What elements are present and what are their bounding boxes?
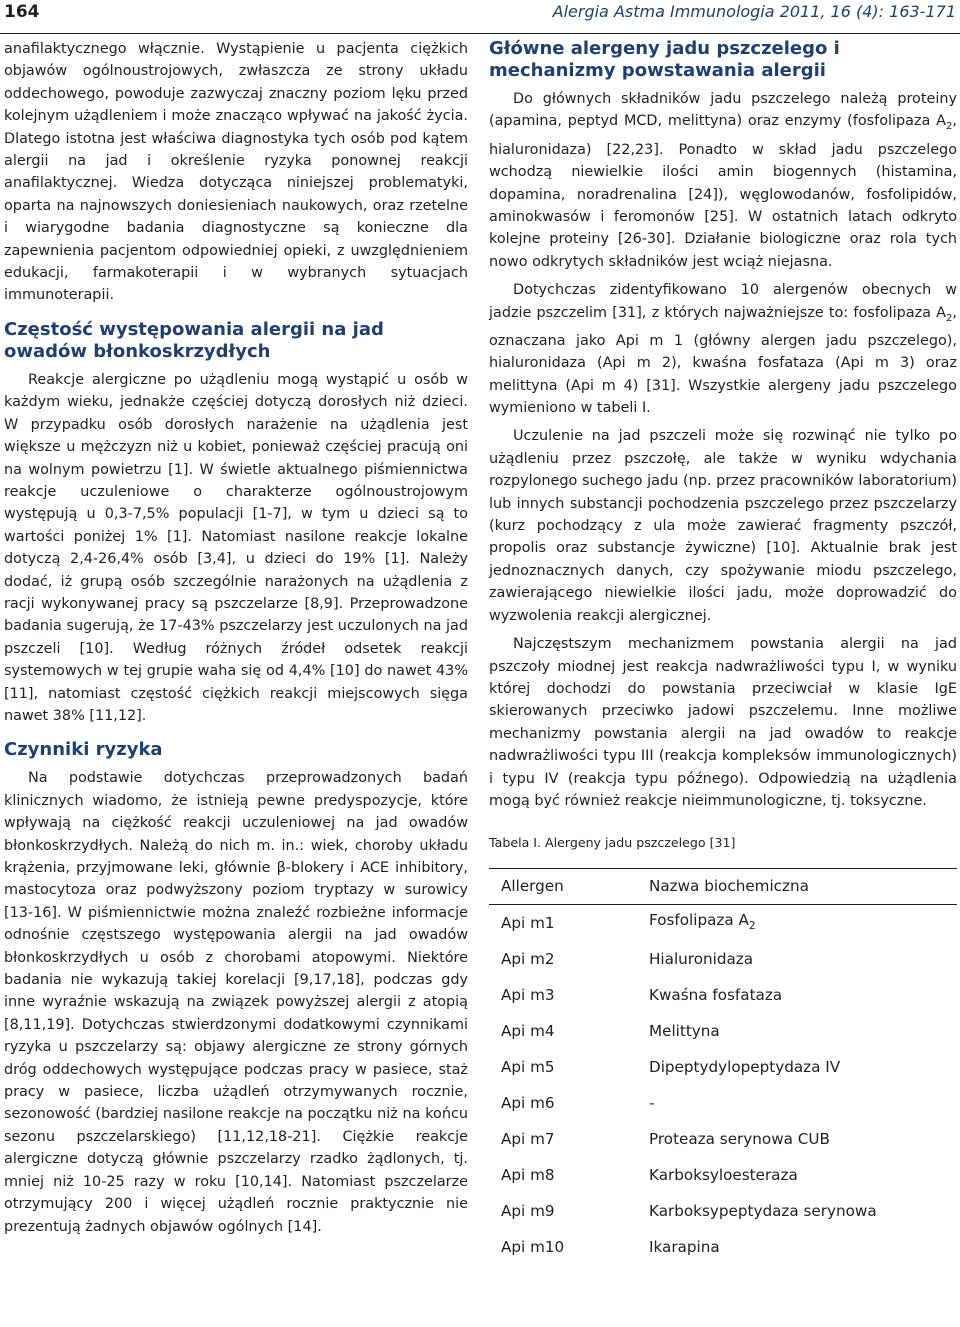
paragraph-mechanism: Najczęstszym mechanizmem powstania alergii na jad pszczoły miodnej jest reakcja nadwrażliwości typu I, w wyniku której dochodzi do powstania przeciwciał w klasie IgE skierowanych przeciwko jadowi pszczelemu. Inne możliwe mechanizmy powstania alergii na jad owadów to reakcje nadwrażliwości typu III (reakcja kompleksów immunologicznych) i typu IV (reakcja typu późnego). Odpowiedzią na użądlenia mogą być również reakcje nieimmunologiczne, tj. toksyczne.	[489, 636, 957, 809]
left-column	[4, 38, 468, 1238]
table-row	[489, 1013, 957, 1049]
table-row	[489, 1121, 957, 1157]
cell-allergen: Api m2	[501, 949, 555, 968]
paragraph-prevalence: Reakcje alergiczne po użądleniu mogą wystąpić u osób w każdym wieku, jednakże częściej dotyczą dorosłych niż dzieci. W przypadku osób dorosłych narażenie na użądlenia jest większe u mężczyzn niż u kobiet, ponieważ częściej pracują oni na wolnym powietrzu [1]. W świetle aktualnego piśmiennictwa reakcje uczuleniowe o charakterze ogólnoustrojowym występują u 0,3-7,5% populacji [1-7], w tym u dzieci są to wartości poniżej 1% [1]. Natomiast nasilone reakcje lokalne dotyczą 2,4-26,4% osób [3,4], u dzieci do 19% [1]. Należy dodać, iż grupą osób szczególnie narażonych na użądlenia z racji wykonywanej pracy są pszczelarze [8,9]. Przeprowadzone badania sugerują, że 17-43% pszczelarzy jest uczulonych na jad pszczeli [10]. Według różnych źródeł odsetek reakcji systemowych w tej grupie waha się od 4,4% [10] do nawet 43% [11], natomiast częstość ciężkich reakcji miejscowych sięga nawet 38% [11,12].	[4, 371, 468, 724]
cell-name-text: Fosfolipaza A	[649, 910, 749, 929]
column-header-allergen: Allergen	[489, 869, 637, 904]
column-header-biochemical-name: Nazwa biochemiczna	[637, 869, 957, 904]
subscript: 2	[946, 121, 953, 133]
cell-name: Ikarapina	[649, 1237, 720, 1256]
cell-name: Kwaśna fosfataza	[649, 985, 783, 1004]
section-heading-prevalence: Częstość występowania alergii na jad owadów błonkoskrzydłych	[4, 318, 384, 362]
cell-name: Melittyna	[649, 1021, 720, 1040]
paragraph-venom-components	[489, 88, 957, 273]
table-header-row	[489, 869, 957, 904]
spacer	[4, 307, 468, 319]
cell-allergen: Api m7	[501, 1129, 555, 1148]
table-caption: Tabela I. Alergeny jadu pszczelego [31]	[489, 835, 736, 851]
table-row	[489, 904, 957, 941]
allergen-table	[489, 868, 957, 1264]
right-column	[489, 38, 957, 1265]
page-number: 164	[4, 2, 40, 22]
cell-name: Karboksyloesteraza	[649, 1165, 798, 1184]
cell-allergen: Api m8	[501, 1165, 555, 1184]
subscript: 2	[946, 312, 953, 324]
journal-citation: Alergia Astma Immunologia 2011, 16 (4): 163-171	[552, 2, 956, 21]
spacer	[4, 727, 468, 739]
cell-name: -	[649, 1093, 655, 1112]
text-run: Do głównych składników jadu pszczelego należą proteiny (apamina, peptyd MCD, melittyna) oraz enzymy (fosfolipaza A	[489, 91, 957, 130]
paragraph-identified-allergens	[489, 279, 957, 419]
cell-allergen: Api m10	[501, 1237, 565, 1256]
table-row	[489, 1229, 957, 1265]
cell-allergen: Api m4	[501, 1021, 555, 1040]
cell-name: Proteaza serynowa CUB	[649, 1129, 830, 1148]
cell-allergen: Api m6	[501, 1093, 555, 1112]
table-row	[489, 1085, 957, 1121]
paragraph-intro-continued: anafilaktycznego włącznie. Wystąpienie u pacjenta ciężkich objawów ogólnoustrojowych, zwłaszcza ze strony układu oddechowego, powoduje zazwyczaj znaczny poziom lęku przed kolejnym użądleniem i może znacząco wpływać na jakość życia. Dlatego istotna jest właściwa diagnostyka tych osób pod kątem alergii na jad i określenie ryzyka ponownej reakcji anafilaktycznej. Wiedza dotycząca niniejszej problematyki, oparta na najnowszych doniesieniach naukowych, oraz rzetelne i wiarygodne badania diagnostyczne są konieczne dla zapewnienia pacjentom odpowiedniej opieki, z uwzględnieniem edukacji, farmakoterapii i w wybranych sytuacjach immunoterapii.	[4, 41, 468, 304]
text-run: Dotychczas zidentyfikowano 10 alergenów obecnych w jadzie pszczelim [31], z których najważniejsze to: fosfolipaza A	[489, 282, 957, 321]
cell-name: Hialuronidaza	[649, 949, 754, 968]
section-heading-allergens: Główne alergeny jadu pszczelego i mechanizmy powstawania alergii	[489, 38, 840, 81]
table-row	[489, 1049, 957, 1085]
cell-name	[637, 904, 957, 941]
subscript: 2	[748, 918, 756, 932]
cell-allergen: Api m3	[501, 985, 555, 1004]
text-run: , hialuronidaza) [22,23]. Ponadto w skład jadu pszczelego wchodzą niewielkie ilości amin biogennych (histamina, dopamina, noradrenalina [24]), węglowodanów, fosfolipidów, aminokwasów i feromonów [25]. W ostatnich latach odkryto kolejne proteiny [26-30]. Działanie biologiczne oraz rola tych nowo odkrytych składników jest wciąż niejasna.	[489, 113, 957, 270]
text-run: , oznaczana jako Api m 1 (główny alergen jadu pszczelego), hialuronidaza (Api m 2), kwaśna fosfataza (Api m 3) oraz melittyna (Api m 4) [31]. Wszystkie alergeny jadu pszczelego wymieniono w tabeli I.	[489, 304, 957, 417]
cell-allergen: Api m5	[501, 1057, 555, 1076]
cell-allergen: Api m1	[501, 913, 555, 932]
table-row	[489, 1157, 957, 1193]
table-row	[489, 1193, 957, 1229]
section-heading-risk-factors: Czynniki ryzyka	[4, 739, 163, 761]
cell-name: Karboksypeptydaza serynowa	[649, 1201, 877, 1220]
page-header	[0, 0, 960, 34]
cell-name: Dipeptydylopeptydaza IV	[649, 1057, 841, 1076]
paragraph-sensitization: Uczulenie na jad pszczeli może się rozwinąć nie tylko po użądleniu przez pszczołę, ale także w wyniku wdychania rozpylonego suchego jadu (np. przez pracowników laboratorium) lub innych substancji pochodzenia pszczelego przez pszczelarzy (kurz pochodzący z ula może zawierać fragmenty pszczół, propolis oraz substancje żywiczne) [10]. Aktualnie brak jest jednoznacznych danych, czy spożywanie miodu pszczelego, zawierającego niewielkie ilości jadu, może doprowadzić do wyzwolenia reakcji alergicznej.	[489, 428, 957, 624]
paragraph-risk-factors: Na podstawie dotychczas przeprowadzonych badań klinicznych wiadomo, że istnieją pewne predyspozycje, które wpływają na ciężkość reakcji uczuleniowej na jad owadów błonkoskrzydłych. Należą do nich m. in.: wiek, choroby układu krążenia, przyjmowane leki, głównie β-blokery i ACE inhibitory, mastocytoza oraz podwyższony poziom tryptazy w surowicy [13-16]. W piśmiennictwie można znaleźć rozbieżne informacje odnośnie częstszego występowania alergii na jad owadów błonkoskrzydłych u osób z chorobami atopowymi. Niektóre badania nie wykazują takiej korelacji [9,17,18], podczas gdy inne wyraźnie wskazują na związek powyższej alergii z atopią [8,11,19]. Dotychczas stwierdzonymi dodatkowymi czynnikami ryzyka u pszczelarzy są: objawy alergiczne ze strony górnych dróg oddechowych występujące podczas pracy w pasiece, staż pracy w pasiece, liczba użądleń otrzymywanych rocznie, sezonowość (bardziej nasilone reakcje na początku niż na końcu sezonu pszczelarskiego) [11,12,18-21]. Ciężkie reakcje alergiczne dotyczą głównie pszczelarzy rzadko żądlonych, tj. mniej niż 10-25 razy w roku [10,14]. Natomiast pszczelarze otrzymujący 200 i więcej użądleń rocznie praktycznie nie prezentują żadnych objawów ogólnych [14].	[4, 770, 468, 1235]
table-row	[489, 977, 957, 1013]
cell-allergen: Api m9	[501, 1201, 555, 1220]
table-row	[489, 941, 957, 977]
